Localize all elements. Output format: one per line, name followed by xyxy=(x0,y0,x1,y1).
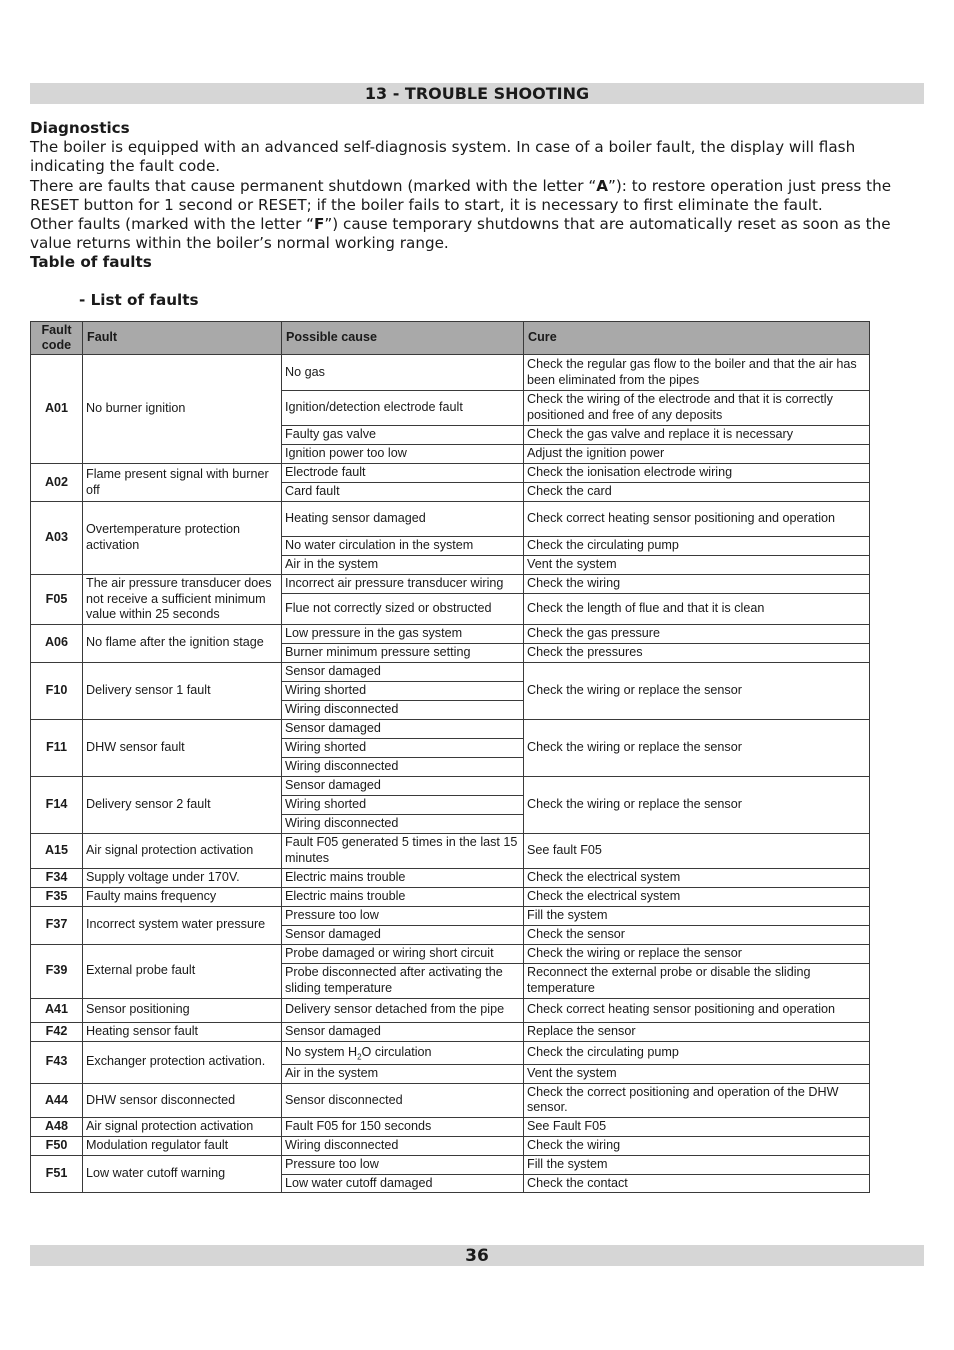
cause-cell: Sensor damaged xyxy=(282,776,524,795)
cure-cell: Check the wiring or replace the sensor xyxy=(524,662,870,719)
fault-code-cell: F34 xyxy=(31,868,83,887)
fault-name-cell: Faulty mains frequency xyxy=(83,887,282,906)
fault-name-cell: Delivery sensor 1 fault xyxy=(83,662,282,719)
fault-code-cell: A03 xyxy=(31,502,83,575)
fault-name-cell: No flame after the ignition stage xyxy=(83,624,282,662)
cure-cell: Check the electrical system xyxy=(524,887,870,906)
fault-code-cell: F35 xyxy=(31,887,83,906)
cause-cell: Wiring disconnected xyxy=(282,814,524,833)
table-row xyxy=(31,906,870,925)
table-row xyxy=(31,355,870,391)
cure-cell: Replace the sensor xyxy=(524,1022,870,1041)
cure-cell: Check correct heating sensor positioning and operation xyxy=(524,998,870,1022)
cure-cell: Check the wiring or replace the sensor xyxy=(524,944,870,963)
cure-cell: Check the wiring xyxy=(524,1136,870,1155)
fault-name-cell: Low water cutoff warning xyxy=(83,1155,282,1192)
p2-after: ”): to restore operation just press the RESET button for 1 second or RESET; if the boiler fails to start, it is necessary to first eliminate the fault. xyxy=(30,176,892,214)
fault-code-cell: F14 xyxy=(31,776,83,833)
cause-cell: Electric mains trouble xyxy=(282,868,524,887)
cause-cell: No water circulation in the system xyxy=(282,537,524,556)
fault-name-cell: Air signal protection activation xyxy=(83,1117,282,1136)
table-row xyxy=(31,502,870,537)
faults-table-body xyxy=(31,355,870,1193)
fault-code-cell: F37 xyxy=(31,906,83,944)
table-row xyxy=(31,662,870,681)
cause-cell: Wiring shorted xyxy=(282,681,524,700)
fault-code-cell: F51 xyxy=(31,1155,83,1192)
p2-before: There are faults that cause permanent shutdown (marked with the letter “ xyxy=(30,176,597,195)
table-row xyxy=(31,624,870,643)
table-row xyxy=(31,719,870,738)
cause-cell: Heating sensor damaged xyxy=(282,502,524,537)
cause-cell: Sensor damaged xyxy=(282,925,524,944)
section-title: 13 - TROUBLE SHOOTING xyxy=(30,83,924,104)
fault-name-cell: Heating sensor fault xyxy=(83,1022,282,1041)
intro-text xyxy=(30,119,930,273)
cure-cell: Check the wiring or replace the sensor xyxy=(524,719,870,776)
fault-code-cell: A48 xyxy=(31,1117,83,1136)
cause-cell: Probe damaged or wiring short circuit xyxy=(282,944,524,963)
fault-name-cell: Delivery sensor 2 fault xyxy=(83,776,282,833)
table-row xyxy=(31,1117,870,1136)
fault-code-cell: F42 xyxy=(31,1022,83,1041)
table-row xyxy=(31,776,870,795)
header-fault: Fault xyxy=(83,322,282,355)
cause-cell: Pressure too low xyxy=(282,906,524,925)
cause-cell: Ignition power too low xyxy=(282,445,524,464)
cure-cell: Check the pressures xyxy=(524,643,870,662)
cure-cell: Check the card xyxy=(524,483,870,502)
fault-code-cell: F50 xyxy=(31,1136,83,1155)
cure-cell: Check the electrical system xyxy=(524,868,870,887)
cause-cell: Fault F05 for 150 seconds xyxy=(282,1117,524,1136)
cure-cell: Check the regular gas flow to the boiler and that the air has been eliminated from the pipes xyxy=(524,355,870,391)
p3-letter: F xyxy=(314,215,325,234)
cure-cell: Check the contact xyxy=(524,1174,870,1193)
fault-code-cell: F10 xyxy=(31,662,83,719)
cure-cell: Fill the system xyxy=(524,1155,870,1174)
cure-cell: Check the circulating pump xyxy=(524,1041,870,1064)
cure-cell: Check the correct positioning and operation of the DHW sensor. xyxy=(524,1083,870,1117)
cause-cell: Air in the system xyxy=(282,556,524,575)
intro-paragraph-3 xyxy=(30,215,930,253)
cause-cell: Sensor damaged xyxy=(282,719,524,738)
cause-cell: Sensor damaged xyxy=(282,662,524,681)
fault-name-cell: Sensor positioning xyxy=(83,998,282,1022)
table-row xyxy=(31,1041,870,1064)
cause-text: O circulation xyxy=(361,1044,432,1059)
cure-cell: Vent the system xyxy=(524,556,870,575)
cause-cell: Electrode fault xyxy=(282,464,524,483)
faults-table xyxy=(30,321,870,1193)
cure-cell: Check the length of flue and that it is clean xyxy=(524,594,870,624)
header-possible-cause: Possible cause xyxy=(282,322,524,355)
cause-cell: No gas xyxy=(282,355,524,391)
header-cure: Cure xyxy=(524,322,870,355)
fault-name-cell: The air pressure transducer does not receive a sufficient minimum value within 25 seconds xyxy=(83,575,282,625)
cause-cell: Ignition/detection electrode fault xyxy=(282,391,524,426)
fault-name-cell: DHW sensor disconnected xyxy=(83,1083,282,1117)
list-of-faults-heading: - List of faults xyxy=(79,291,199,309)
cause-cell: Low water cutoff damaged xyxy=(282,1174,524,1193)
fault-name-cell: Incorrect system water pressure xyxy=(83,906,282,944)
cause-cell: Wiring disconnected xyxy=(282,757,524,776)
cause-cell: Incorrect air pressure transducer wiring xyxy=(282,575,524,594)
fault-name-cell: Modulation regulator fault xyxy=(83,1136,282,1155)
cure-cell: Check the ionisation electrode wiring xyxy=(524,464,870,483)
fault-name-cell: Air signal protection activation xyxy=(83,833,282,868)
cause-cell: Delivery sensor detached from the pipe xyxy=(282,998,524,1022)
page-number: 36 xyxy=(30,1245,924,1266)
cause-cell: Pressure too low xyxy=(282,1155,524,1174)
cause-cell: Burner minimum pressure setting xyxy=(282,643,524,662)
table-row xyxy=(31,1136,870,1155)
fault-code-cell: A44 xyxy=(31,1083,83,1117)
cure-cell: Check the wiring of the electrode and that it is correctly positioned and free of any deposits xyxy=(524,391,870,426)
cure-cell: Check the gas valve and replace it is necessary xyxy=(524,426,870,445)
cure-cell: Vent the system xyxy=(524,1064,870,1083)
p2-letter: A xyxy=(596,176,608,195)
cause-cell: Wiring disconnected xyxy=(282,700,524,719)
cause-cell: Wiring disconnected xyxy=(282,1136,524,1155)
diagnostics-heading: Diagnostics xyxy=(30,119,130,137)
cause-cell: Card fault xyxy=(282,483,524,502)
table-row xyxy=(31,868,870,887)
table-row xyxy=(31,944,870,963)
cause-cell: Wiring shorted xyxy=(282,795,524,814)
table-header-row xyxy=(31,322,870,355)
fault-name-cell: Overtemperature protection activation xyxy=(83,502,282,575)
cause-cell: Fault F05 generated 5 times in the last 15 minutes xyxy=(282,833,524,868)
cure-cell: Adjust the ignition power xyxy=(524,445,870,464)
fault-code-cell: A41 xyxy=(31,998,83,1022)
fault-code-cell: A01 xyxy=(31,355,83,464)
cure-cell: See fault F05 xyxy=(524,833,870,868)
fault-name-cell: DHW sensor fault xyxy=(83,719,282,776)
cure-cell: See Fault F05 xyxy=(524,1117,870,1136)
cause-cell: Faulty gas valve xyxy=(282,426,524,445)
fault-name-cell: No burner ignition xyxy=(83,355,282,464)
fault-name-cell: Exchanger protection activation. xyxy=(83,1041,282,1083)
table-row xyxy=(31,998,870,1022)
fault-code-cell: A06 xyxy=(31,624,83,662)
cause-cell: Air in the system xyxy=(282,1064,524,1083)
fault-code-cell: F43 xyxy=(31,1041,83,1083)
table-row xyxy=(31,887,870,906)
cause-cell: Flue not correctly sized or obstructed xyxy=(282,594,524,624)
cure-cell: Reconnect the external probe or disable the sliding temperature xyxy=(524,963,870,998)
table-row xyxy=(31,1155,870,1174)
fault-name-cell: External probe fault xyxy=(83,944,282,998)
cure-cell: Check the wiring or replace the sensor xyxy=(524,776,870,833)
subscript-2: 2 xyxy=(357,1052,362,1062)
cause-cell xyxy=(282,1041,524,1064)
fault-name-cell: Flame present signal with burner off xyxy=(83,464,282,502)
fault-code-cell: F11 xyxy=(31,719,83,776)
cause-text: No system H xyxy=(285,1044,358,1059)
cause-cell: Sensor disconnected xyxy=(282,1083,524,1117)
cure-cell: Check the gas pressure xyxy=(524,624,870,643)
cure-cell: Check correct heating sensor positioning and operation xyxy=(524,502,870,537)
cure-cell: Check the wiring xyxy=(524,575,870,594)
p3-after: ”) cause temporary shutdowns that are automatically reset as soon as the value returns within the boiler’s normal working range. xyxy=(30,215,891,253)
cause-cell: Electric mains trouble xyxy=(282,887,524,906)
p3-before: Other faults (marked with the letter “ xyxy=(30,215,315,234)
table-row xyxy=(31,464,870,483)
cure-cell: Check the sensor xyxy=(524,925,870,944)
fault-code-cell: F05 xyxy=(31,575,83,625)
table-row xyxy=(31,575,870,594)
table-row xyxy=(31,1083,870,1117)
fault-name-cell: Supply voltage under 170V. xyxy=(83,868,282,887)
table-row xyxy=(31,1022,870,1041)
fault-code-cell: A15 xyxy=(31,833,83,868)
intro-paragraph-2 xyxy=(30,177,930,215)
intro-paragraph-1: The boiler is equipped with an advanced self-diagnosis system. In case of a boiler fault, the display will flash indicating the fault code. xyxy=(30,138,856,176)
cause-cell: Low pressure in the gas system xyxy=(282,624,524,643)
table-of-faults-heading: Table of faults xyxy=(30,253,152,272)
cause-cell: Probe disconnected after activating the sliding temperature xyxy=(282,963,524,998)
cause-cell: Wiring shorted xyxy=(282,738,524,757)
header-fault-code: Fault code xyxy=(31,322,83,355)
cure-cell: Fill the system xyxy=(524,906,870,925)
cure-cell: Check the circulating pump xyxy=(524,537,870,556)
cause-cell: Sensor damaged xyxy=(282,1022,524,1041)
table-row xyxy=(31,833,870,868)
fault-code-cell: A02 xyxy=(31,464,83,502)
fault-code-cell: F39 xyxy=(31,944,83,998)
